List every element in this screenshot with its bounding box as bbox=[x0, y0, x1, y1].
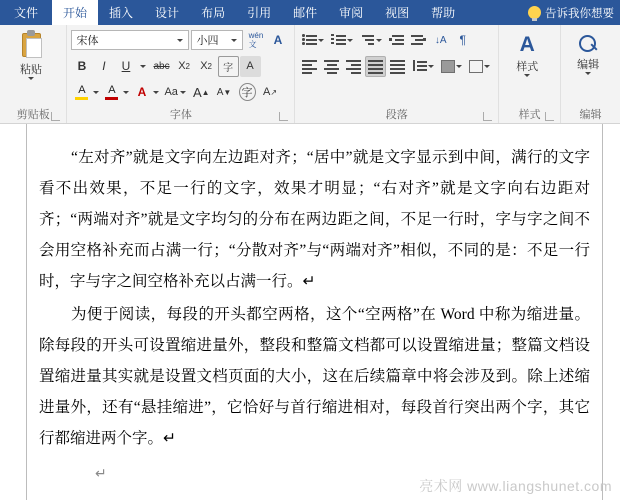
group-editing bbox=[561, 25, 620, 123]
tab-layout-label: 布局 bbox=[201, 6, 226, 20]
chevron-down-icon bbox=[140, 65, 146, 68]
decrease-indent-button[interactable] bbox=[386, 30, 407, 51]
strikethrough-button[interactable] bbox=[150, 56, 172, 77]
borders-icon bbox=[469, 60, 483, 73]
end-paragraph-mark: ↵ bbox=[95, 465, 107, 481]
tab-review-label: 审阅 bbox=[339, 6, 364, 20]
chevron-down-icon bbox=[318, 39, 324, 42]
chevron-down-icon bbox=[93, 91, 99, 94]
text-effects-button[interactable] bbox=[131, 82, 159, 103]
paste-label: 粘贴 bbox=[20, 64, 42, 76]
phonetic-guide-icon: wén 文 bbox=[248, 31, 264, 49]
group-styles-title bbox=[503, 108, 556, 123]
paragraph-mark-icon: ¶ bbox=[459, 33, 466, 47]
line-spacing-icon bbox=[412, 60, 427, 72]
bullets-button[interactable] bbox=[299, 30, 327, 51]
group-font bbox=[67, 25, 295, 123]
tab-help-label: 帮助 bbox=[431, 6, 456, 20]
subscript-icon: 2 bbox=[185, 61, 190, 71]
tab-mailings[interactable] bbox=[282, 0, 328, 25]
right-margin-guide bbox=[602, 124, 603, 500]
paragraph-dialog-launcher[interactable] bbox=[483, 112, 492, 121]
magnifier-icon bbox=[578, 34, 598, 54]
align-center-button[interactable] bbox=[321, 56, 342, 77]
group-editing-title bbox=[565, 108, 616, 123]
change-case-icon: Aa bbox=[164, 86, 178, 98]
numbering-icon bbox=[331, 34, 346, 46]
tab-view-label: 视图 bbox=[385, 6, 410, 20]
change-case-button[interactable] bbox=[161, 82, 188, 103]
chevron-down-icon bbox=[585, 72, 591, 75]
font-row-1 bbox=[71, 28, 289, 52]
chevron-down-icon bbox=[123, 91, 129, 94]
paste-button[interactable] bbox=[4, 28, 58, 80]
align-left-button[interactable] bbox=[299, 56, 320, 77]
group-clipboard-title bbox=[4, 108, 62, 123]
tab-file-label: 文件 bbox=[14, 6, 39, 20]
bold-button[interactable] bbox=[71, 56, 92, 77]
enclose-character-icon: 字 bbox=[239, 83, 256, 101]
document-area[interactable] bbox=[0, 124, 620, 500]
font-dialog-launcher[interactable] bbox=[279, 112, 288, 121]
clear-formatting-icon: A bbox=[273, 33, 283, 47]
group-styles-title-label: 样式 bbox=[518, 109, 541, 121]
font-name-value: 宋体 bbox=[76, 35, 99, 47]
styles-label: 样式 bbox=[516, 61, 539, 73]
phonetic-guide-button[interactable] bbox=[245, 30, 266, 51]
group-paragraph bbox=[295, 25, 499, 123]
paste-icon bbox=[18, 30, 44, 60]
lightbulb-icon bbox=[528, 6, 541, 19]
font-misc-button[interactable]: A ↗ bbox=[263, 86, 278, 98]
tab-review[interactable] bbox=[328, 0, 374, 25]
character-shading-icon: A bbox=[246, 60, 254, 72]
watermark: 亮术网 www.liangshunet.com bbox=[419, 478, 612, 494]
character-shading-button[interactable] bbox=[240, 56, 261, 77]
tab-view[interactable] bbox=[374, 0, 420, 25]
character-border-icon: 字 bbox=[223, 62, 234, 74]
editing-button[interactable] bbox=[565, 28, 611, 75]
align-right-button[interactable] bbox=[343, 56, 364, 77]
tell-me-label: 告诉我你想要 bbox=[545, 7, 614, 20]
ribbon-tab-bar bbox=[0, 0, 620, 25]
chevron-down-icon bbox=[484, 65, 490, 68]
multilevel-list-icon bbox=[360, 34, 375, 46]
group-paragraph-title-label: 段落 bbox=[385, 109, 408, 121]
borders-button[interactable] bbox=[466, 56, 493, 77]
strikethrough-icon: abc bbox=[153, 60, 170, 72]
tab-design-label: 设计 bbox=[155, 6, 180, 20]
italic-button[interactable] bbox=[93, 56, 114, 77]
numbering-button[interactable] bbox=[328, 30, 356, 51]
chevron-down-icon bbox=[28, 77, 34, 80]
tab-mailings-label: 邮件 bbox=[293, 6, 318, 20]
group-styles bbox=[499, 25, 561, 123]
paragraph-1[interactable]: “左对齐”就是文字向左边距对齐；“居中”就是文字显示到中间，满行的文字看不出效果，不足一行的文字，效果才明显；“右对齐”就是文字向右边距对齐；“两端对齐”就是文字均匀的分布在两边距之间，不足一行时，字与字之间不会用空格补充而占满一行；“分散对齐”与“两端对齐”相似，不同的是：不足一行时，字与字之间空格补充以占满一行。↵ bbox=[39, 149, 590, 290]
text-effects-icon: A bbox=[137, 85, 147, 99]
tab-insert-label: 插入 bbox=[109, 6, 134, 20]
chevron-down-icon bbox=[524, 74, 530, 77]
tab-home[interactable] bbox=[52, 0, 98, 25]
paragraph-row-2 bbox=[299, 54, 494, 78]
font-size-combo[interactable] bbox=[191, 30, 243, 50]
clipboard-dialog-launcher[interactable] bbox=[51, 112, 60, 121]
styles-button[interactable] bbox=[503, 28, 551, 77]
chevron-down-icon bbox=[177, 39, 183, 42]
group-font-title-label: 字体 bbox=[169, 109, 192, 121]
shrink-font-button[interactable]: A ▼ bbox=[216, 86, 232, 98]
underline-dropdown[interactable] bbox=[137, 56, 149, 77]
enclose-character-button[interactable] bbox=[236, 82, 259, 103]
character-border-button[interactable] bbox=[218, 56, 239, 77]
increase-indent-button[interactable] bbox=[408, 30, 429, 51]
align-left-icon bbox=[302, 60, 317, 72]
chevron-down-icon bbox=[347, 39, 353, 42]
chevron-down-icon bbox=[231, 39, 237, 42]
grow-font-button[interactable]: A ▲ bbox=[192, 84, 210, 100]
tab-references-label: 引用 bbox=[247, 6, 272, 20]
group-clipboard bbox=[0, 25, 67, 123]
tell-me-box[interactable] bbox=[524, 0, 620, 25]
font-row-2 bbox=[71, 54, 261, 78]
increase-indent-icon bbox=[411, 34, 426, 46]
justify-icon bbox=[368, 60, 383, 72]
ribbon bbox=[0, 25, 620, 124]
tab-insert[interactable] bbox=[98, 0, 144, 25]
paragraph-row-1 bbox=[299, 28, 474, 52]
sort-icon: ↓A bbox=[434, 34, 447, 46]
styles-dialog-launcher[interactable] bbox=[545, 112, 554, 121]
chevron-down-icon bbox=[428, 65, 434, 68]
tab-layout[interactable] bbox=[190, 0, 236, 25]
tab-references[interactable] bbox=[236, 0, 282, 25]
font-size-value: 小四 bbox=[196, 35, 219, 47]
line-spacing-button[interactable] bbox=[409, 56, 437, 77]
shading-button[interactable] bbox=[438, 56, 465, 77]
subscript-button[interactable]: X 2 bbox=[178, 60, 190, 72]
highlight-icon: A bbox=[71, 82, 92, 103]
align-center-icon bbox=[324, 60, 339, 72]
font-color-icon: A bbox=[101, 82, 122, 103]
justify-button[interactable] bbox=[365, 56, 386, 77]
document-page[interactable] bbox=[27, 124, 602, 500]
chevron-down-icon bbox=[180, 91, 186, 94]
tab-design[interactable] bbox=[144, 0, 190, 25]
distributed-button[interactable] bbox=[387, 56, 408, 77]
styles-icon: A bbox=[519, 33, 535, 56]
font-row-3 bbox=[71, 80, 281, 104]
underline-button[interactable] bbox=[115, 56, 136, 77]
distributed-icon bbox=[390, 60, 405, 72]
align-right-icon bbox=[346, 60, 361, 72]
chevron-down-icon bbox=[153, 91, 159, 94]
shading-icon bbox=[441, 60, 455, 73]
italic-icon: I bbox=[102, 59, 106, 73]
multilevel-list-button[interactable] bbox=[357, 30, 385, 51]
superscript-icon: 2 bbox=[207, 61, 212, 71]
show-marks-button[interactable] bbox=[452, 30, 473, 51]
group-font-title bbox=[71, 108, 290, 123]
bold-icon: B bbox=[77, 59, 87, 73]
tab-file[interactable] bbox=[0, 0, 52, 25]
tab-help[interactable] bbox=[420, 0, 466, 25]
group-editing-title-label: 编辑 bbox=[579, 109, 602, 121]
chevron-down-icon bbox=[376, 39, 382, 42]
paragraph-2[interactable]: 为便于阅读，每段的开头都空两格，这个“空两格”在 Word 中称为缩进量。除每段的开头可设置缩进量外，整段和整篇文档都可以设置缩进量；整篇文档设置缩进量其实就是设置文档页面的大小，这在后续篇章中将会涉及到。除上述缩进量外，还有“悬挂缩进”，它恰好与首行缩进相对，每段首行突出两个字，其它行都缩进两个字。↵ bbox=[39, 306, 590, 447]
editing-label: 编辑 bbox=[577, 59, 600, 71]
text-highlight-color-button[interactable] bbox=[71, 82, 99, 103]
underline-icon: U bbox=[121, 59, 131, 73]
tab-home-label: 开始 bbox=[63, 6, 88, 20]
group-paragraph-title bbox=[299, 108, 494, 123]
font-name-combo[interactable] bbox=[71, 30, 189, 50]
sort-button[interactable] bbox=[430, 30, 451, 51]
chevron-down-icon bbox=[456, 65, 462, 68]
group-clipboard-title-label: 剪贴板 bbox=[16, 109, 50, 121]
clear-formatting-button[interactable] bbox=[267, 30, 288, 51]
superscript-button[interactable]: X 2 bbox=[200, 60, 212, 72]
bullets-icon bbox=[302, 34, 317, 46]
decrease-indent-icon bbox=[389, 34, 404, 46]
font-color-button[interactable] bbox=[101, 82, 129, 103]
